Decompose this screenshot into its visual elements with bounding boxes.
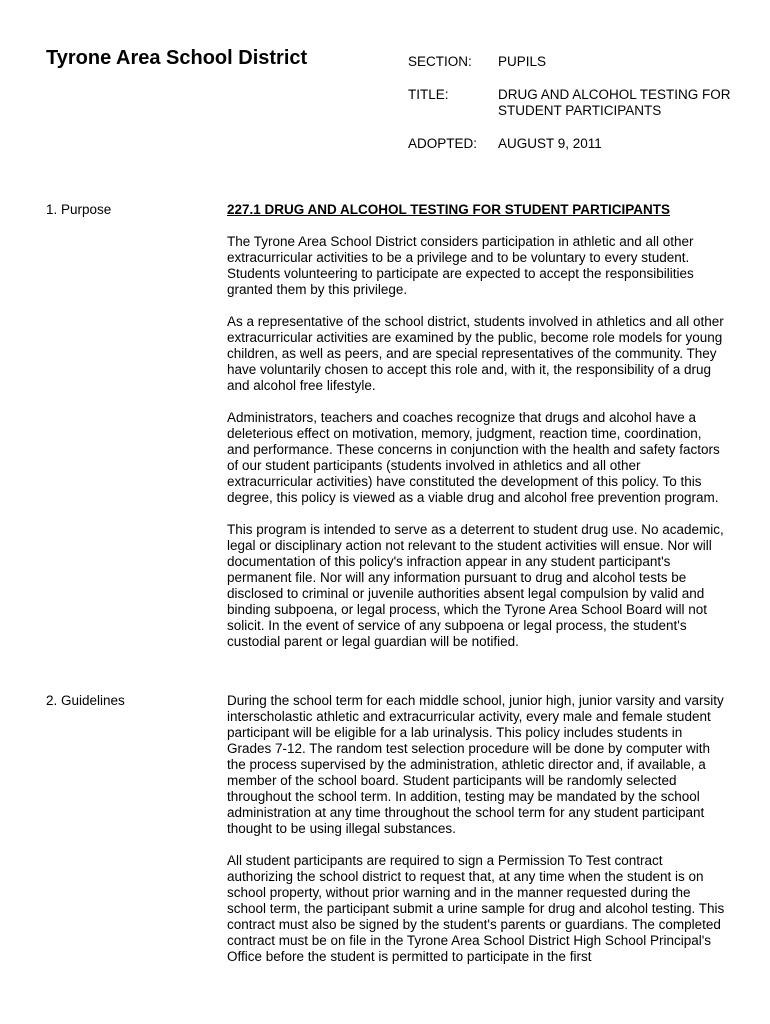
meta-adopted-value: AUGUST 9, 2011 [498, 136, 602, 151]
meta-section-value: PUPILS [498, 54, 547, 69]
meta-adopted-label: ADOPTED: [408, 136, 478, 151]
policy-meta [408, 54, 738, 152]
purpose-paragraph-1: The Tyrone Area School District considers participation in athletic and all other extracurricular activities to be a privilege and to be voluntary to every student. Students volunteering to participate are expected to accept the responsibilities granted them by this privilege. [227, 234, 694, 297]
guidelines-paragraph-1: During the school term for each middle school, junior high, junior varsity and varsity interscholastic athletic and extracurricular activity, every male and female student participant will be eligible for a lab urinalysis. This policy includes students in Grades 7-12. The random test selection procedure will be done by computer with the process supervised by the administration, athletic director and, if available, a member of the school board. Student participants will be randomly selected throughout the school term. In addition, testing may be mandated by the school administration at any time throughout the school term for any student participant thought to be using illegal substances. [227, 693, 724, 836]
meta-title-value: DRUG AND ALCOHOL TESTING FOR STUDENT PARTICIPANTS [498, 87, 731, 118]
meta-section-label: SECTION: [408, 54, 472, 69]
guidelines-body [227, 693, 725, 981]
purpose-paragraph-4: This program is intended to serve as a deterrent to student drug use. No academic, legal or disciplinary action not relevant to the student activities will ensue. Nor will documentation of this policy's infraction appear in any student participant's permanent file. Nor will any information pursuant to drug and alcohol tests be disclosed to criminal or juvenile authorities absent legal compulsion by valid and binding subpoena, or legal process, which the Tyrone Area School Board will not solicit. In the event of service of any subpoena or legal process, the student's custodial parent or legal guardian will be notified. [227, 522, 724, 649]
purpose-body [227, 202, 725, 666]
meta-section-row [408, 54, 738, 70]
guidelines-label: 2. Guidelines [46, 693, 125, 708]
purpose-label: 1. Purpose [46, 202, 112, 217]
policy-heading: 227.1 DRUG AND ALCOHOL TESTING FOR STUDENT PARTICIPANTS [227, 202, 671, 217]
meta-title-label: TITLE: [408, 87, 449, 102]
guidelines-paragraph-2: All student participants are required to sign a Permission To Test contract authorizing the school district to request that, at any time when the student is on school property, without prior warning and in the manner requested during the school term, the participant submit a urine sample for drug and alcohol testing. This contract must also be signed by the student's parents or guardians. The completed contract must be on file in the Tyrone Area School District High School Principal's Office before the student is permitted to participate in the first [227, 853, 725, 964]
meta-title-row [408, 87, 738, 119]
purpose-paragraph-3: Administrators, teachers and coaches recognize that drugs and alcohol have a deleterious effect on motivation, memory, judgment, reaction time, coordination, and performance. These concerns in conjunction with the health and safety factors of our student participants (students involved in athletics and all other extracurricular activities) have constituted the development of this policy. To this degree, this policy is viewed as a viable drug and alcohol free prevention program. [227, 410, 720, 505]
org-title: Tyrone Area School District [46, 47, 308, 69]
meta-adopted-row [408, 136, 738, 152]
purpose-paragraph-2: As a representative of the school district, students involved in athletics and all other extracurricular activities are examined by the public, become role models for young children, as well as peers, and are special representatives of the community. They have voluntarily chosen to accept this role and, with it, the responsibility of a drug and alcohol free lifestyle. [227, 314, 724, 393]
